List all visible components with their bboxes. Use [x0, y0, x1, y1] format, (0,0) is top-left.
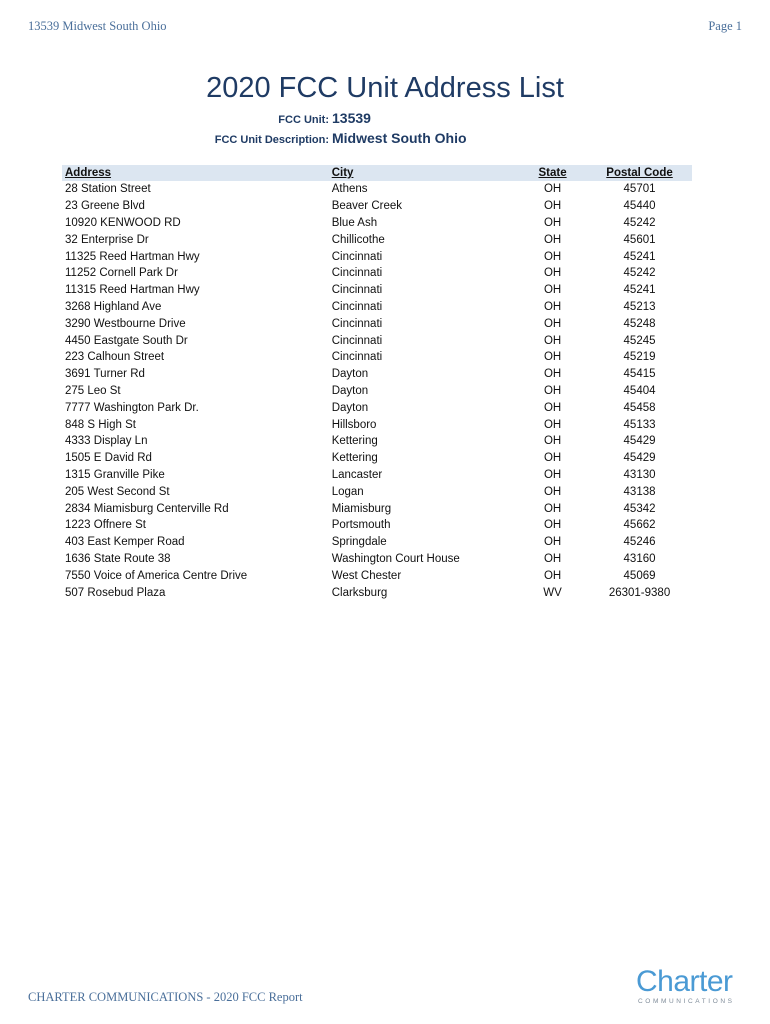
- fcc-unit-value: 13539: [332, 110, 371, 126]
- column-header-city: City: [329, 165, 518, 181]
- cell-postal-code: 43160: [623, 552, 656, 565]
- cell-state: WV: [543, 586, 562, 599]
- header-unit-name: 13539 Midwest South Ohio: [28, 19, 167, 33]
- cell-postal-code: 45069: [623, 569, 656, 582]
- fcc-unit-description-row: [0, 130, 770, 150]
- cell-postal-code: 45440: [623, 200, 656, 213]
- cell-address: 403 East Kemper Road: [65, 536, 185, 549]
- cell-postal-code: 26301-9380: [608, 586, 671, 599]
- cell-state: OH: [543, 401, 562, 414]
- cell-address: 4450 Eastgate South Dr: [65, 334, 188, 347]
- cell-address: 2834 Miamisburg Centerville Rd: [65, 502, 229, 515]
- fcc-unit-description-value: Midwest South Ohio: [332, 130, 467, 146]
- cell-address: 11252 Cornell Park Dr: [65, 267, 178, 280]
- table-row: [62, 567, 692, 584]
- cell-postal-code: 45404: [623, 384, 656, 397]
- cell-postal-code: 45601: [623, 233, 656, 246]
- table-row: [62, 265, 692, 282]
- table-row: [62, 231, 692, 248]
- page-footer: CHARTER COMMUNICATIONS - 2020 FCC Report: [28, 990, 303, 1004]
- table-row: [62, 450, 692, 467]
- table-row: [62, 500, 692, 517]
- table-row: [62, 467, 692, 484]
- cell-state: OH: [543, 552, 562, 565]
- table-row: [62, 551, 692, 568]
- cell-postal-code: 45133: [623, 418, 656, 431]
- table-row: [62, 282, 692, 299]
- cell-postal-code: 45241: [623, 250, 656, 263]
- cell-city: Cincinnati: [331, 284, 383, 297]
- cell-city: Beaver Creek: [331, 200, 403, 213]
- cell-postal-code: 45248: [623, 317, 656, 330]
- cell-state: OH: [543, 485, 562, 498]
- table-header-row: [62, 165, 692, 181]
- cell-address: 3691 Turner Rd: [65, 368, 145, 381]
- cell-postal-code: 45245: [623, 334, 656, 347]
- cell-state: OH: [543, 468, 562, 481]
- column-header-address: Address: [62, 165, 329, 181]
- cell-postal-code: 45458: [623, 401, 656, 414]
- cell-postal-code: 45242: [623, 267, 656, 280]
- cell-city: Logan: [331, 485, 364, 498]
- cell-state: OH: [543, 435, 562, 448]
- cell-city: Portsmouth: [331, 519, 391, 532]
- cell-address: 1223 Offnere St: [65, 519, 146, 532]
- table-row: [62, 349, 692, 366]
- table-row: [62, 399, 692, 416]
- cell-address: 3268 Highland Ave: [65, 300, 162, 313]
- table-row: [62, 366, 692, 383]
- cell-city: Kettering: [331, 435, 378, 448]
- cell-state: OH: [543, 216, 562, 229]
- cell-address: 11325 Reed Hartman Hwy: [65, 250, 200, 263]
- charter-logo-tagline: COMMUNICATIONS: [638, 998, 735, 1005]
- cell-postal-code: 45415: [623, 368, 656, 381]
- table-row: [62, 383, 692, 400]
- table-row: [62, 315, 692, 332]
- cell-city: Miamisburg: [331, 502, 392, 515]
- cell-address: 32 Enterprise Dr: [65, 233, 149, 246]
- column-header-state: State: [518, 165, 587, 181]
- cell-state: OH: [543, 569, 562, 582]
- cell-city: Dayton: [331, 368, 369, 381]
- cell-postal-code: 45701: [623, 183, 656, 196]
- cell-postal-code: 45662: [623, 519, 656, 532]
- table-row: [62, 534, 692, 551]
- table-row: [62, 215, 692, 232]
- cell-city: West Chester: [331, 569, 402, 582]
- table-row: [62, 416, 692, 433]
- cell-address: 10920 KENWOOD RD: [65, 216, 181, 229]
- fcc-unit-row: [0, 110, 770, 130]
- cell-postal-code: 43138: [623, 485, 656, 498]
- cell-city: Cincinnati: [331, 334, 383, 347]
- cell-state: OH: [543, 351, 562, 364]
- running-header: [28, 19, 742, 37]
- cell-state: OH: [543, 183, 562, 196]
- cell-state: OH: [543, 250, 562, 263]
- column-header-postal-code: Postal Code: [587, 165, 692, 181]
- cell-address: 1505 E David Rd: [65, 452, 152, 465]
- cell-city: Kettering: [331, 452, 378, 465]
- cell-postal-code: 45219: [623, 351, 656, 364]
- cell-address: 11315 Reed Hartman Hwy: [65, 284, 200, 297]
- table-row: [62, 517, 692, 534]
- cell-address: 23 Greene Blvd: [65, 200, 145, 213]
- table-row: [62, 299, 692, 316]
- cell-state: OH: [543, 334, 562, 347]
- cell-address: 3290 Westbourne Drive: [65, 317, 186, 330]
- cell-city: Blue Ash: [331, 216, 378, 229]
- cell-state: OH: [543, 418, 562, 431]
- cell-city: Cincinnati: [331, 317, 383, 330]
- table-row: [62, 181, 692, 198]
- cell-address: 223 Calhoun Street: [65, 351, 165, 364]
- cell-postal-code: 45246: [623, 536, 656, 549]
- cell-city: Cincinnati: [331, 300, 383, 313]
- cell-city: Clarksburg: [331, 586, 388, 599]
- cell-state: OH: [543, 519, 562, 532]
- cell-address: 275 Leo St: [65, 384, 121, 397]
- table-row: [62, 584, 692, 601]
- table-row: [62, 332, 692, 349]
- cell-postal-code: 45242: [623, 216, 656, 229]
- cell-address: 7550 Voice of America Centre Drive: [65, 569, 248, 582]
- cell-city: Springdale: [331, 536, 387, 549]
- cell-address: 507 Rosebud Plaza: [65, 586, 166, 599]
- address-table: [62, 165, 692, 601]
- cell-city: Dayton: [331, 384, 369, 397]
- table-row: [62, 483, 692, 500]
- cell-state: OH: [543, 284, 562, 297]
- cell-state: OH: [543, 368, 562, 381]
- cell-address: 4333 Display Ln: [65, 435, 148, 448]
- cell-state: OH: [543, 233, 562, 246]
- cell-city: Lancaster: [331, 468, 383, 481]
- charter-logo-word: Charter: [636, 965, 733, 998]
- cell-city: Athens: [331, 183, 368, 196]
- cell-city: Cincinnati: [331, 267, 383, 280]
- cell-state: OH: [543, 384, 562, 397]
- cell-address: 7777 Washington Park Dr.: [65, 401, 199, 414]
- cell-state: OH: [543, 502, 562, 515]
- cell-postal-code: 45429: [623, 435, 656, 448]
- cell-state: OH: [543, 536, 562, 549]
- table-row: [62, 198, 692, 215]
- cell-city: Cincinnati: [331, 250, 383, 263]
- cell-city: Hillsboro: [331, 418, 377, 431]
- cell-state: OH: [543, 200, 562, 213]
- cell-postal-code: 45429: [623, 452, 656, 465]
- cell-postal-code: 43130: [623, 468, 656, 481]
- fcc-unit-label: FCC Unit:: [278, 114, 329, 126]
- cell-state: OH: [543, 452, 562, 465]
- page-title: 2020 FCC Unit Address List: [206, 72, 564, 104]
- charter-logo: [636, 965, 746, 1009]
- cell-city: Dayton: [331, 401, 369, 414]
- cell-postal-code: 45213: [623, 300, 656, 313]
- cell-address: 1315 Granville Pike: [65, 468, 165, 481]
- cell-state: OH: [543, 300, 562, 313]
- cell-address: 28 Station Street: [65, 183, 151, 196]
- cell-city: Chillicothe: [331, 233, 385, 246]
- cell-state: OH: [543, 267, 562, 280]
- table-row: [62, 248, 692, 265]
- cell-address: 1636 State Route 38: [65, 552, 171, 565]
- cell-address: 848 S High St: [65, 418, 136, 431]
- table-row: [62, 433, 692, 450]
- cell-address: 205 West Second St: [65, 485, 170, 498]
- cell-state: OH: [543, 317, 562, 330]
- fcc-unit-description-label: FCC Unit Description:: [214, 134, 329, 146]
- cell-postal-code: 45241: [623, 284, 656, 297]
- cell-postal-code: 45342: [623, 502, 656, 515]
- header-page-number: Page 1: [708, 19, 742, 33]
- cell-city: Cincinnati: [331, 351, 383, 364]
- cell-city: Washington Court House: [331, 552, 460, 565]
